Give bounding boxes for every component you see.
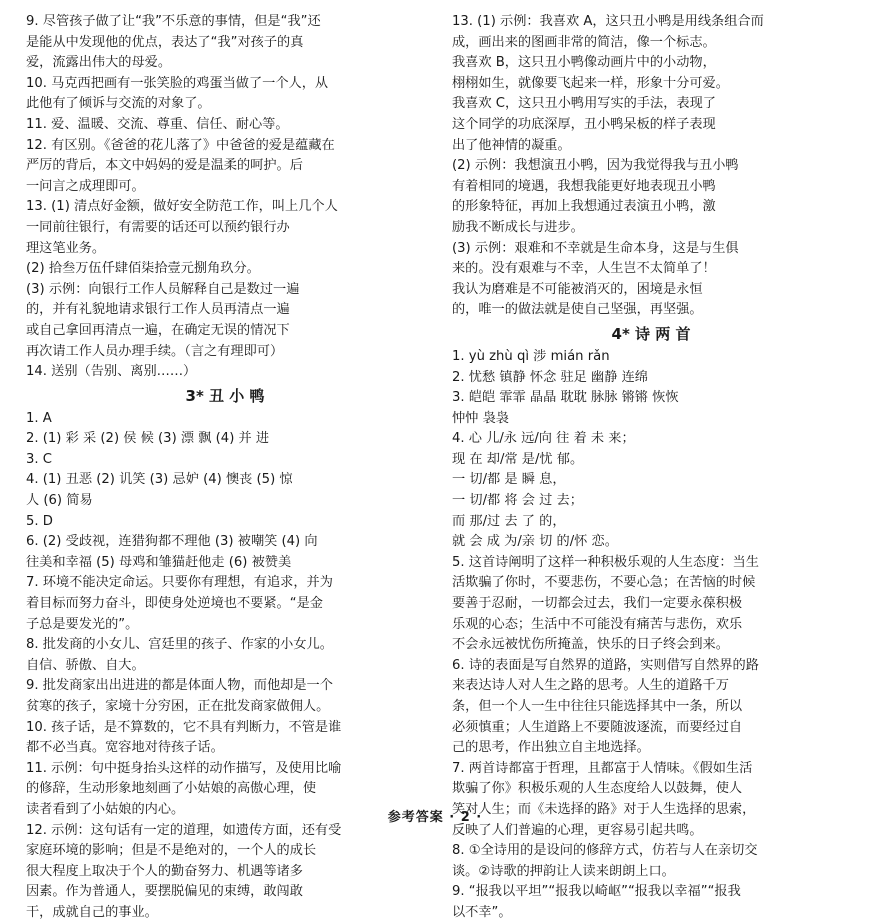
answer-line: 来表达诗人对人生之路的思考。人生的道路千万 — [452, 678, 729, 694]
answer-line: 己的思考，作出独立自主地选择。 — [452, 740, 650, 756]
answer-line: 12. 示例：这句话有一定的道理，如遗传方面，还有受 — [26, 822, 342, 838]
answer-line: 10. 马克西把画有一张笑脸的鸡蛋当做了一个人，从 — [26, 75, 329, 91]
answer-line: 以不幸”。 — [452, 904, 512, 920]
answer-line: 2. (1) 彩 采 (2) 侯 候 (3) 漂 飘 (4) 并 进 — [26, 431, 270, 447]
answer-line: 我认为磨难是不可能被消灭的，困境是永恒 — [452, 281, 703, 297]
answer-line: 而 那/过 去 了 的， — [452, 513, 566, 529]
left-column — [26, 12, 424, 924]
answer-line: 3. C — [26, 451, 52, 467]
answer-line: 人 (6) 简易 — [26, 493, 93, 509]
answer-line: 理这笔业务。 — [26, 240, 106, 256]
answer-line: 条，但一个人一生中往往只能选择其中一条，所以 — [452, 699, 743, 714]
answer-line: 5. D — [26, 513, 53, 529]
answer-line: 一同前往银行，有需要的话还可以预约银行办 — [26, 219, 290, 235]
answer-line: 8. ①全诗用的是设问的修辞方式，仿若与人在亲切交 — [452, 843, 758, 859]
answer-line: 9. “报我以平坦”“报我以崎岖”“报我以幸福”“报我 — [452, 884, 741, 900]
answer-line: 严厉的背后，本文中妈妈的爱是温柔的呵护。后 — [26, 158, 303, 174]
answer-line: 我喜欢 C，这只丑小鸭用写实的手法，表现了 — [452, 96, 716, 112]
answer-line: 11. 示例：句中挺身抬头这样的动作描写，及使用比喻 — [26, 760, 342, 776]
answer-line: 5. 这首诗阐明了这样一种积极乐观的人生态度：当生 — [452, 554, 759, 570]
answer-line: 的，唯一的做法就是使自己坚强，再坚强。 — [452, 302, 703, 318]
answer-line: 或自己拿回再清点一遍，在确定无误的情况下 — [26, 322, 290, 338]
answer-line: 我喜欢 B，这只丑小鸭像动画片中的小动物， — [452, 55, 716, 71]
answer-line: 的修辞，生动形象地刻画了小姑娘的高傲心理，使 — [26, 781, 317, 797]
answer-line: 7. 环境不能决定命运。只要你有理想，有追求，并为 — [26, 575, 333, 591]
answer-line: 谈。②诗歌的押韵让人读来朗朗上口。 — [452, 863, 675, 879]
answer-line: 就 会 成 为/亲 切 的/怀 恋。 — [452, 534, 618, 550]
answer-line: 一 切/都 是 瞬 息， — [452, 472, 566, 488]
answer-line: 爱，流露出伟大的母爱。 — [26, 55, 172, 71]
answer-line: (3) 示例：艰难和不幸就是生命本身，这是与生俱 — [452, 240, 739, 256]
answer-line: 9. 尽管孩子做了让“我”不乐意的事情，但是“我”还 — [26, 14, 321, 29]
answer-line: 的形象特征，再加上我想通过表演丑小鸭，激 — [452, 199, 716, 215]
answer-line: 忡忡 袅袅 — [452, 410, 509, 426]
answer-line: 干，成就自己的事业。 — [26, 904, 158, 920]
answer-line: (2) 示例：我想演丑小鸭，因为我觉得我与丑小鸭 — [452, 158, 739, 174]
answer-line: 是能从中发现他的优点，表达了“我”对孩子的真 — [26, 34, 304, 50]
answer-line: 笑对人生；而《未选择的路》对于人生选择的思索， — [452, 801, 756, 817]
answer-line: 读者看到了小姑娘的内心。 — [26, 801, 185, 817]
right-column — [452, 12, 850, 924]
answer-line: 1. yù zhù qì 涉 mián rǎn — [452, 348, 610, 364]
answer-line: 13. (1) 示例：我喜欢 A，这只丑小鸭是用线条组合而 — [452, 14, 764, 29]
answer-line: 因素。作为普通人，要摆脱偏见的束缚，敢闯敢 — [26, 884, 303, 900]
answer-line: 往美和幸福 (5) 母鸡和雏猫赶他走 (6) 被赞美 — [26, 554, 292, 570]
answer-line: 11. 爱、温暖、交流、尊重、信任、耐心等。 — [26, 116, 289, 132]
answer-line: 活欺骗了你时，不要悲伤，不要心急；在苦恼的时候 — [452, 575, 756, 591]
answer-line: 一 切/都 将 会 过 去； — [452, 493, 583, 509]
answer-line: (2) 拾叁万伍仟肆佰柒拾壹元捌角玖分。 — [26, 261, 260, 277]
page-footer: 参考答案 · 2 · — [387, 810, 483, 825]
answer-line: 8. 批发商的小女儿、宫廷里的孩子、作家的小女儿。 — [26, 637, 333, 653]
section-heading: 3* 丑 小 鸭 — [185, 386, 265, 405]
answer-line: 的，并有礼貌地请求银行工作人员再清点一遍 — [26, 302, 290, 318]
answer-line: 6. 诗的表面是写自然界的道路，实则借写自然界的路 — [452, 657, 759, 673]
answer-line: 2. 忧愁 镇静 怀念 驻足 幽静 连绵 — [452, 369, 648, 385]
answer-line: 12. 有区别。《爸爸的花儿落了》中爸爸的爱是蕴藏在 — [26, 137, 335, 153]
answer-line: 1. A — [26, 410, 52, 426]
answer-line: 家庭环境的影响；但是不是绝对的，一个人的成长 — [26, 843, 317, 859]
answer-line: (3) 示例：向银行工作人员解释自己是数过一遍 — [26, 281, 300, 297]
answer-line: 7. 两首诗都富于哲理，且都富于人情味。《假如生活 — [452, 760, 753, 776]
answer-line: 反映了人们普遍的心理，更容易引起共鸣。 — [452, 822, 703, 838]
answer-line: 自信、骄傲、自大。 — [26, 657, 145, 673]
answer-line: 有着相同的境遇，我想我能更好地表现丑小鸭 — [452, 178, 716, 194]
answer-line: 不会永远被忧伤所掩盖，快乐的日子终会到来。 — [452, 637, 729, 653]
answer-line: 13. (1) 清点好金额，做好安全防范工作，叫上几个人 — [26, 199, 338, 215]
answer-line: 要善于忍耐，一切都会过去，我们一定要永葆积极 — [452, 596, 743, 612]
section-heading: 4* 诗 两 首 — [611, 324, 691, 343]
answer-line: 4. (1) 丑恶 (2) 讥笑 (3) 忌妒 (4) 懊丧 (5) 惊 — [26, 472, 293, 488]
answer-line: 栩栩如生，就像要飞起来一样，形象十分可爱。 — [452, 75, 729, 91]
answer-line: 子总是要发光的”。 — [26, 616, 139, 632]
answer-line: 4. 心 儿/永 远/向 往 着 未 来； — [452, 431, 635, 447]
answer-line: 必须慎重；人生道路上不要随波逐流，而要经过自 — [452, 719, 743, 735]
answer-line: 再次请工作人员办理手续。（言之有理即可） — [26, 343, 284, 359]
answer-line: 这个同学的功底深厚，丑小鸭呆板的样子表现 — [452, 116, 716, 132]
answer-line: 出了他神情的凝重。 — [452, 137, 571, 153]
answer-line: 现 在 却/常 是/忧 郁。 — [452, 451, 584, 467]
answer-line: 贫寒的孩子，家境十分穷困，正在批发商家做佣人。 — [26, 699, 330, 714]
answer-line: 来的。没有艰难与不幸，人生岂不太简单了！ — [452, 261, 716, 277]
answer-line: 一问言之成理即可。 — [26, 178, 145, 194]
answer-line: 励我不断成长与进步。 — [452, 219, 584, 235]
answer-line: 乐观的心态；生活中不可能没有痛苦与悲伤，欢乐 — [452, 616, 743, 632]
answer-line: 都不必当真。宽容地对待孩子话。 — [26, 740, 224, 756]
answer-line: 此他有了倾诉与交流的对象了。 — [26, 96, 211, 112]
answer-line: 10. 孩子话，是不算数的，它不具有判断力，不管是谁 — [26, 719, 342, 735]
answer-line: 6. (2) 受歧视，连猎狗都不理他 (3) 被嘲笑 (4) 向 — [26, 534, 318, 550]
answer-line: 欺骗了你》积极乐观的人生态度给人以鼓舞，使人 — [452, 781, 743, 797]
answer-line: 很大程度上取决于个人的勤奋努力、机遇等诸多 — [26, 863, 303, 879]
answer-line: 3. 皑皑 霏霏 晶晶 耽耽 脉脉 锵锵 恢恢 — [452, 390, 679, 406]
answer-line: 成，画出来的图画非常的简洁，像一个标志。 — [452, 34, 716, 50]
answer-line: 14. 送别（告别、离别……） — [26, 364, 197, 380]
answer-line: 9. 批发商家出出进进的都是体面人物，而他却是一个 — [26, 678, 333, 694]
answer-line: 着目标而努力奋斗，即使身处逆境也不要紧。“是金 — [26, 596, 323, 612]
